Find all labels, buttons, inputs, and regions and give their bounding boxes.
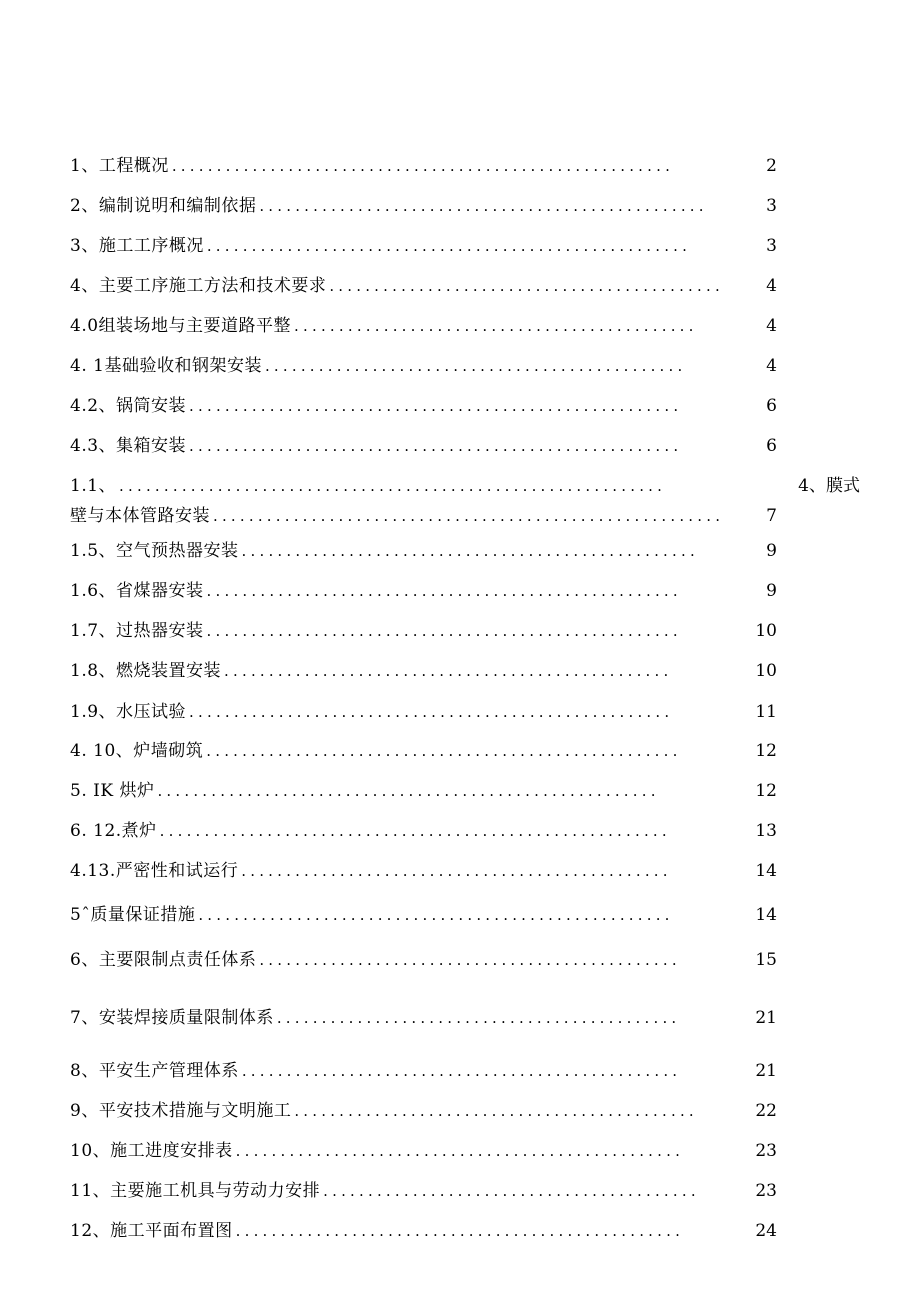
toc-entry[interactable] xyxy=(70,858,777,884)
toc-entry[interactable] xyxy=(70,1058,777,1084)
toc-entry-page: 4、膜式 xyxy=(798,476,860,496)
toc-leader-dots: ............................................... xyxy=(259,951,681,969)
toc-leader-dots: ............................................................. xyxy=(119,477,667,495)
toc-entry-page: 21 xyxy=(755,1061,777,1081)
toc-leader-dots: .................................................. xyxy=(259,197,708,215)
toc-entry-title: 1.6、省煤器安装 xyxy=(70,581,204,601)
toc-entry-page: 2 xyxy=(766,156,777,176)
toc-entry[interactable] xyxy=(70,738,777,764)
toc-entry-page: 4 xyxy=(766,276,777,296)
toc-leader-dots: .................................................. xyxy=(224,662,673,680)
toc-entry[interactable] xyxy=(70,1005,777,1031)
toc-entry-title: 4.2、锅筒安装 xyxy=(70,396,187,416)
toc-leader-dots: ..................................................... xyxy=(206,622,682,640)
toc-wrap-line-first xyxy=(70,471,860,501)
toc-leader-dots: ......................................................... xyxy=(159,822,671,840)
toc-leader-dots: ............................................... xyxy=(264,357,687,375)
toc-entry-title: 4. 1基础验收和钢架安装 xyxy=(70,356,262,376)
toc-entry-title: 4、主要工序施工方法和技术要求 xyxy=(70,276,327,296)
toc-leader-dots: ......................................................... xyxy=(213,507,725,525)
toc-entry-title: 8、平安生产管理体系 xyxy=(70,1061,239,1081)
toc-leader-dots: ................................................. xyxy=(241,1062,682,1080)
toc-entry-title: 5. IK 烘炉 xyxy=(70,781,155,801)
toc-entry-title: 1.9、水压试验 xyxy=(70,702,187,722)
toc-entry-page: 10 xyxy=(755,621,777,641)
toc-entry-page: 6 xyxy=(766,396,777,416)
toc-entry-title: 1.5、空气预热器安装 xyxy=(70,541,239,561)
toc-wrap-line-second xyxy=(70,501,777,531)
toc-leader-dots: .......................................... xyxy=(323,1182,700,1200)
toc-entry-page: 12 xyxy=(755,741,777,761)
toc-leader-dots: ....................................................... xyxy=(189,437,683,455)
toc-entry-title: 1.7、过热器安装 xyxy=(70,621,204,641)
toc-entry-page: 24 xyxy=(755,1221,777,1241)
toc-entry-title: 1、工程概况 xyxy=(70,156,169,176)
toc-leader-dots: ........................................................ xyxy=(157,782,660,800)
toc-entry-page: 6 xyxy=(766,436,777,456)
toc-entry-page: 12 xyxy=(755,781,777,801)
toc-entry[interactable] xyxy=(70,153,777,179)
toc-entry-title: 6. 12.煮炉 xyxy=(70,821,157,841)
toc-entry-title: 11、主要施工机具与劳动力安排 xyxy=(70,1181,321,1201)
toc-leader-dots: .................................................. xyxy=(235,1142,685,1160)
toc-entry-page: 4 xyxy=(766,316,777,336)
toc-leader-dots: ...................................................... xyxy=(189,703,674,721)
toc-entry-continuation-page: 7 xyxy=(766,506,777,526)
toc-entry-page: 13 xyxy=(755,821,777,841)
toc-entry-title: 6、主要限制点责任体系 xyxy=(70,950,257,970)
toc-entry[interactable] xyxy=(70,193,777,219)
toc-entry-title: 7、安装焊接质量限制体系 xyxy=(70,1008,274,1028)
toc-leader-dots: ............................................. xyxy=(276,1009,681,1027)
toc-entry-title: 4. 10、炉墙砌筑 xyxy=(70,741,204,761)
toc-leader-dots: ...................................................... xyxy=(206,237,692,255)
toc-entry-page: 23 xyxy=(755,1141,777,1161)
toc-entry-page: 3 xyxy=(766,196,777,216)
toc-entry-title: 2、编制说明和编制依据 xyxy=(70,196,257,216)
toc-entry[interactable] xyxy=(70,313,777,339)
toc-entry[interactable] xyxy=(70,778,777,804)
toc-entry[interactable] xyxy=(70,1178,777,1204)
toc-entry-title: 3、施工工序概况 xyxy=(70,236,204,256)
toc-entry-page: 9 xyxy=(766,581,777,601)
toc-leader-dots: ..................................................... xyxy=(206,742,682,760)
toc-leader-dots: ............................................. xyxy=(294,317,698,335)
toc-entry-page: 15 xyxy=(755,950,777,970)
toc-entry[interactable] xyxy=(70,818,777,844)
toc-entry[interactable] xyxy=(70,538,777,564)
toc-leader-dots: ................................................... xyxy=(241,542,699,560)
toc-leader-dots: ..................................................... xyxy=(198,906,674,924)
toc-entry-title: 10、施工进度安排表 xyxy=(70,1141,233,1161)
toc-leader-dots: ..................................................... xyxy=(206,582,682,600)
toc-entry[interactable] xyxy=(70,1138,777,1164)
toc-entry[interactable] xyxy=(70,699,777,725)
toc-leader-dots: ............................................. xyxy=(294,1102,698,1120)
toc-entry-title: 4.3、集箱安装 xyxy=(70,436,187,456)
toc-entry-title: 4.13.严密性和试运行 xyxy=(70,861,239,881)
toc-entry-title: 5ˆ质量保证措施 xyxy=(70,905,196,925)
toc-entry-page: 4 xyxy=(766,356,777,376)
toc-entry-title: 12、施工平面布置图 xyxy=(70,1221,233,1241)
toc-entry[interactable] xyxy=(70,1098,777,1124)
toc-entry-page: 23 xyxy=(755,1181,777,1201)
toc-entry[interactable] xyxy=(70,947,777,973)
toc-entry[interactable] xyxy=(70,393,777,419)
toc-entry[interactable] xyxy=(70,902,777,928)
toc-entry-title: 9、平安技术措施与文明施工 xyxy=(70,1101,292,1121)
toc-entry-page: 9 xyxy=(766,541,777,561)
toc-entry-page: 14 xyxy=(755,861,777,881)
toc-entry[interactable] xyxy=(70,658,777,684)
toc-entry[interactable] xyxy=(70,1218,777,1244)
toc-leader-dots: ................................................ xyxy=(241,862,672,880)
toc-entry-page: 21 xyxy=(755,1008,777,1028)
toc-entry-wrapped[interactable] xyxy=(70,471,860,531)
toc-entry-page: 10 xyxy=(755,661,777,681)
toc-entry-continuation-title: 壁与本体管路安装 xyxy=(70,506,210,526)
toc-entry-title: 1.8、燃烧装置安装 xyxy=(70,661,222,681)
toc-entry[interactable] xyxy=(70,233,777,259)
toc-entry-page: 11 xyxy=(755,702,777,722)
toc-leader-dots: ........................................................ xyxy=(171,157,675,175)
toc-entry[interactable] xyxy=(70,433,777,459)
toc-entry[interactable] xyxy=(70,578,777,604)
toc-leader-dots: .................................................. xyxy=(235,1222,685,1240)
toc-entry[interactable] xyxy=(70,618,777,644)
toc-leader-dots: ....................................................... xyxy=(189,397,683,415)
toc-entry-page: 22 xyxy=(755,1101,777,1121)
toc-entry-page: 14 xyxy=(755,905,777,925)
toc-entry-title: 1.1、 xyxy=(70,476,117,496)
toc-entry[interactable] xyxy=(70,273,777,299)
toc-entry-page: 3 xyxy=(766,236,777,256)
toc-entry[interactable] xyxy=(70,353,777,379)
toc-leader-dots: ............................................ xyxy=(329,277,724,295)
toc-entry-title: 4.0组装场地与主要道路平整 xyxy=(70,316,292,336)
